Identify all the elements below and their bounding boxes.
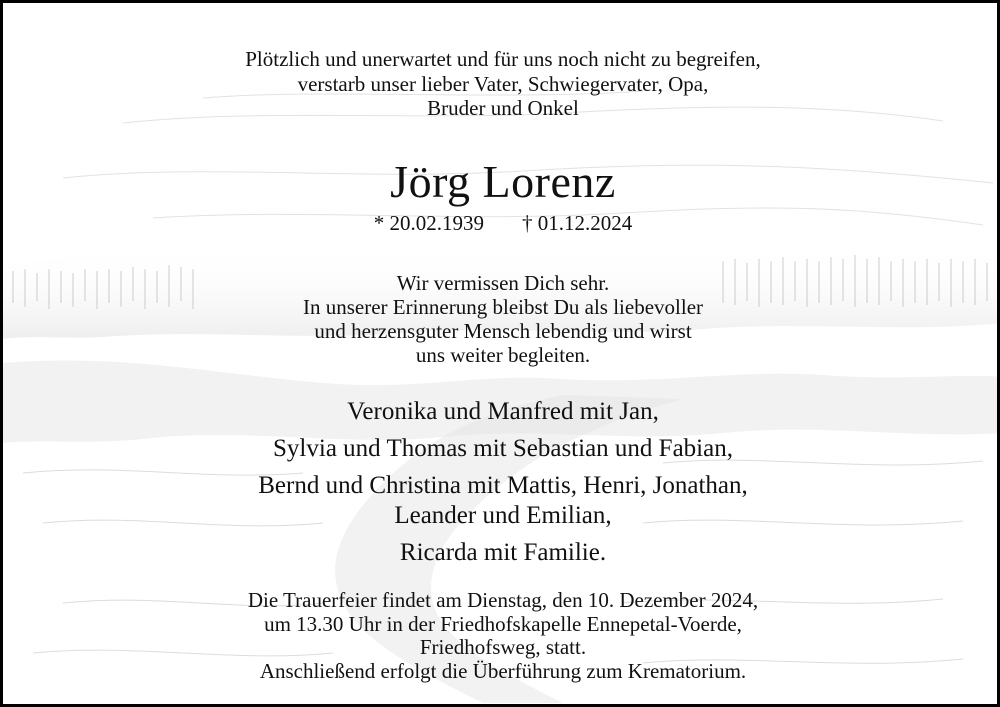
mourner-entry: Ricarda mit Familie. xyxy=(399,539,607,566)
life-dates xyxy=(3,208,1000,238)
funeral-details xyxy=(3,589,1000,683)
message-line: uns weiter begleiten. xyxy=(415,343,591,367)
funeral-line: Die Trauerfeier findet am Dienstag, den 10. Dezember 2024, xyxy=(247,588,759,612)
birth-date: * 20.02.1939 xyxy=(373,211,484,235)
funeral-line: Anschließend erfolgt die Überführung zum Krematorium. xyxy=(259,658,747,683)
mourner-entry-line: Leander und Emilian, xyxy=(394,502,612,529)
mourner-entry xyxy=(3,471,1000,531)
death-date: † 01.12.2024 xyxy=(522,211,633,235)
intro-line: verstarb unser lieber Vater, Schwiegervater, Opa, xyxy=(297,71,709,96)
message-line: In unserer Erinnerung bleibst Du als liebevoller xyxy=(302,295,704,319)
message-line: Wir vermissen Dich sehr. xyxy=(396,271,610,295)
mourners-list xyxy=(3,397,1000,575)
mourner-entry: Sylvia und Thomas mit Sebastian und Fabian, xyxy=(273,435,733,462)
mourner-entry: Veronika und Manfred mit Jan, xyxy=(347,398,659,425)
notice-content xyxy=(3,3,1000,707)
intro-text xyxy=(3,47,1000,121)
intro-line: Bruder und Onkel xyxy=(427,96,579,120)
funeral-line: Friedhofsweg, statt. xyxy=(419,635,587,659)
remembrance-message xyxy=(3,271,1000,367)
intro-line: Plötzlich und unerwartet und für uns noch nicht zu begreifen, xyxy=(245,47,761,71)
mourner-entry-line: Bernd und Christina mit Mattis, Henri, Jonathan, xyxy=(258,472,748,499)
funeral-line: um 13.30 Uhr in der Friedhofskapelle Ennepetal-Voerde, xyxy=(264,611,742,636)
message-line: und herzensguter Mensch lebendig und wirst xyxy=(314,319,692,343)
deceased-name: Jörg Lorenz xyxy=(390,156,616,207)
